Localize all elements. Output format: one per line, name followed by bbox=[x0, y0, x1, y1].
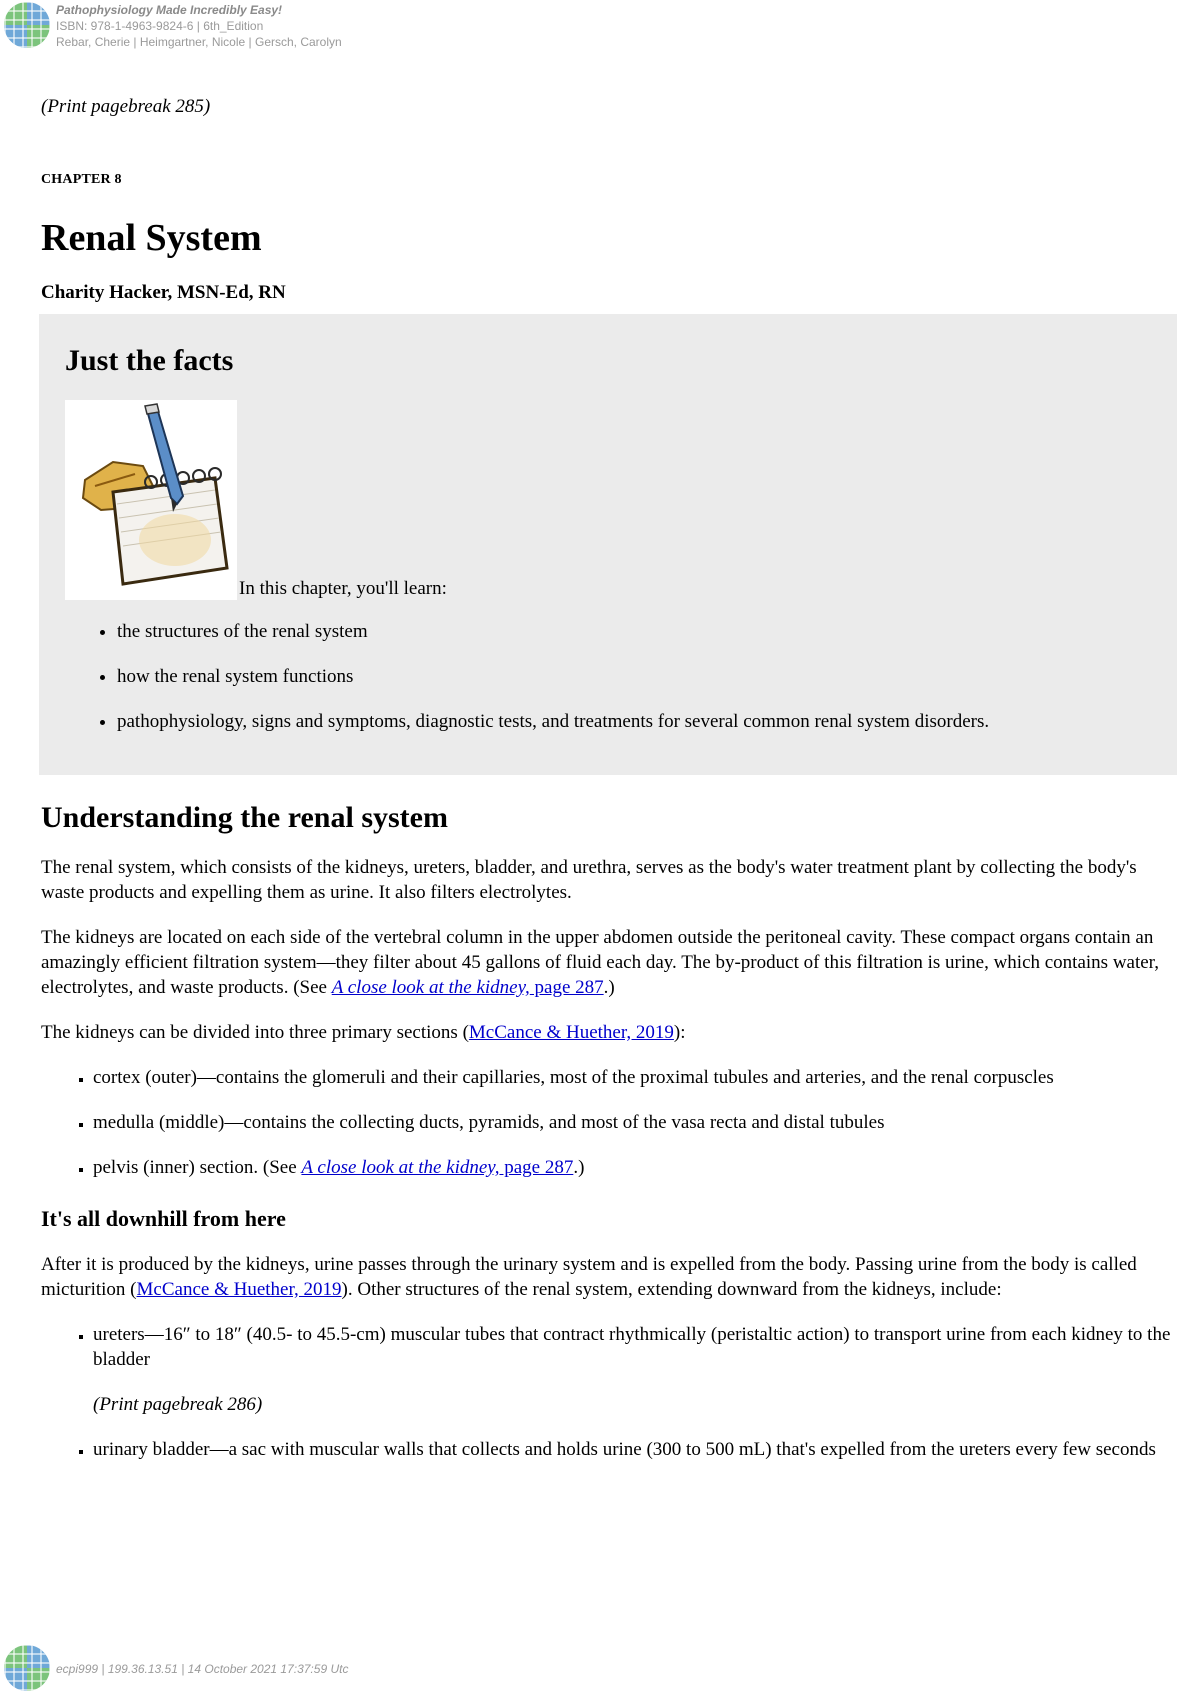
citation-link[interactable]: McCance & Huether, 2019 bbox=[468, 1022, 674, 1043]
footer-text: ecpi999 | 199.36.13.51 | 14 October 2021 17:37:59 Utc bbox=[56, 1662, 349, 1676]
renal-structures-list bbox=[41, 1322, 1177, 1462]
kidney-sections-list bbox=[41, 1065, 1177, 1180]
chapter-title: Renal System bbox=[41, 217, 262, 259]
publisher-logo-icon bbox=[4, 1645, 50, 1691]
book-authors: Rebar, Cherie | Heimgartner, Nicole | Gersch, Carolyn bbox=[56, 35, 342, 49]
list-item: • pathophysiology, signs and symptoms, diagnostic tests, and treatments for several common renal system disorders. bbox=[117, 710, 1151, 734]
page-content bbox=[41, 96, 1177, 1482]
book-isbn: ISBN: 978-1-4963-9824-6 | 6th_Edition bbox=[56, 19, 264, 33]
chapter-author: Charity Hacker, MSN-Ed, RN bbox=[41, 282, 286, 303]
kidney-figure-link[interactable]: A close look at the kidney, page 287 bbox=[301, 1157, 574, 1178]
book-info bbox=[56, 2, 342, 50]
citation-link[interactable]: McCance & Huether, 2019 bbox=[136, 1279, 342, 1300]
section-heading-understanding: Understanding the renal system bbox=[41, 801, 448, 834]
list-item: ▪ ureters—16″ to 18″ (40.5- to 45.5-cm) muscular tubes that contract rhythmically (peristaltic action) to transport urine from each kidney to the bladder (Print pagebreak 286) bbox=[93, 1322, 1177, 1417]
paragraph: The kidneys can be divided into three primary sections (McCance & Huether, 2019): bbox=[41, 1022, 686, 1043]
print-pagebreak: (Print pagebreak 286) bbox=[93, 1394, 263, 1415]
facts-list bbox=[65, 620, 1151, 734]
list-item: ▪ cortex (outer)—contains the glomeruli and their capillaries, most of the proximal tubules and arteries, and the renal corpuscles bbox=[93, 1065, 1177, 1090]
list-item: ▪ medulla (middle)—contains the collecting ducts, pyramids, and most of the vasa recta and distal tubules bbox=[93, 1110, 1177, 1135]
notepad-pencil-illustration-icon bbox=[65, 400, 237, 600]
book-title: Pathophysiology Made Incredibly Easy! bbox=[56, 3, 283, 17]
paragraph: The renal system, which consists of the kidneys, ureters, bladder, and urethra, serves as the body's water treatment plant by collecting the body's waste products and expelling them as urine. It also filters electrolytes. bbox=[41, 857, 1137, 903]
kidney-figure-link[interactable]: A close look at the kidney, page 287 bbox=[331, 977, 604, 998]
print-pagebreak: (Print pagebreak 285) bbox=[41, 96, 211, 117]
paragraph: After it is produced by the kidneys, urine passes through the urinary system and is expelled from the body. Passing urine from the body is called micturition (McCance & Huether, 2019). Other structures of the renal system, extending downward from the kidneys, include: bbox=[41, 1254, 1137, 1300]
list-item: ▪ urinary bladder—a sac with muscular walls that collects and holds urine (300 to 500 mL) that's expelled from the ureters every few seconds bbox=[93, 1437, 1177, 1462]
facts-intro: In this chapter, you'll learn: bbox=[239, 578, 447, 599]
list-item: • the structures of the renal system bbox=[117, 620, 1151, 644]
facts-title: Just the facts bbox=[65, 344, 234, 377]
just-the-facts-box bbox=[39, 314, 1177, 775]
publisher-logo-icon bbox=[4, 2, 50, 48]
chapter-label: CHAPTER 8 bbox=[41, 172, 122, 187]
list-item: • how the renal system functions bbox=[117, 665, 1151, 689]
list-item: ▪ pelvis (inner) section. (See A close look at the kidney, page 287.) bbox=[93, 1155, 1177, 1180]
paragraph: The kidneys are located on each side of the vertebral column in the upper abdomen outside the peritoneal cavity. These compact organs contain an amazingly efficient filtration system—they filter about 45 gallons of fluid each day. The by-product of this filtration is urine, which contains water, electrolytes, and waste products. (See A close look at the kidney, page 287.) bbox=[41, 927, 1160, 998]
section-heading-downhill: It's all downhill from here bbox=[41, 1206, 286, 1231]
